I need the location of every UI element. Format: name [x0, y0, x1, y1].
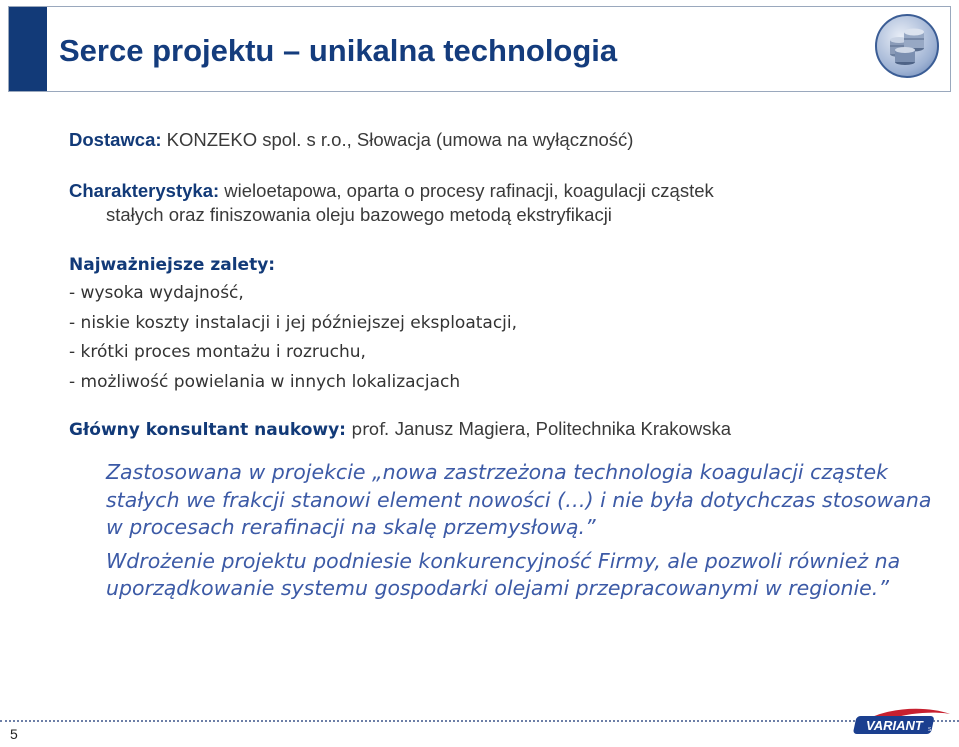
statement-competitiveness: Wdrożenie projektu podniesie konkurencyjność Firmy, ale pozwoli również na uporządkowanie systemu gospodarki olejami przepracowanymi w regionie.”: [106, 548, 901, 600]
consultant-label: Główny konsultant naukowy:: [69, 420, 346, 440]
title-bar: [8, 6, 951, 92]
characteristics-value-line2: stałych oraz finiszowania oleju bazowego metodą ekstryfikacji: [106, 204, 612, 225]
supplier-line: [69, 128, 939, 152]
variant-logo-suffix: S.A.: [928, 727, 938, 733]
page-title: Serce projektu – unikalna technologia: [59, 33, 618, 68]
list-item: - możliwość powielania w innych lokalizacjach: [69, 371, 461, 392]
characteristics-label: Charakterystyka:: [69, 180, 220, 201]
statement-novelty: Zastosowana w projekcie „nowa zastrzeżona technologia koagulacji cząstek stałych we frakcji stanowi element nowości (…) i nie była dotychczas stosowana w procesach rerafinacji na skalę przemysłową.”: [106, 460, 932, 539]
list-item: - krótki proces montażu i rozruchu,: [69, 342, 366, 362]
page-number: 5: [10, 726, 18, 742]
supplier-label: Dostawca:: [69, 129, 162, 150]
oil-barrels-icon: [875, 14, 939, 78]
characteristics-value-line1: wieloetapowa, oparta o procesy rafinacji, koagulacji cząstek: [224, 180, 714, 201]
characteristics-line: [69, 179, 939, 203]
variant-logo: [852, 700, 952, 742]
consultant-value: Janusz Magiera, Politechnika Krakowska: [394, 418, 731, 439]
variant-logo-text: VARIANT: [866, 718, 923, 733]
footer-divider: [0, 720, 959, 722]
slide-content: [69, 128, 939, 603]
consultant-prefix: prof.: [351, 420, 390, 440]
list-item: - niskie koszty instalacji i jej późniejszej eksploatacji,: [69, 312, 518, 333]
advantages-label: Najważniejsze zalety:: [69, 255, 276, 275]
consultant-line: [69, 417, 939, 442]
list-item: - wysoka wydajność,: [69, 283, 244, 303]
supplier-value: KONZEKO spol. s r.o., Słowacja (umowa na wyłączność): [166, 129, 634, 150]
statements-block: [69, 459, 939, 603]
title-accent-bar: [9, 7, 47, 91]
advantages-list: [69, 279, 939, 397]
